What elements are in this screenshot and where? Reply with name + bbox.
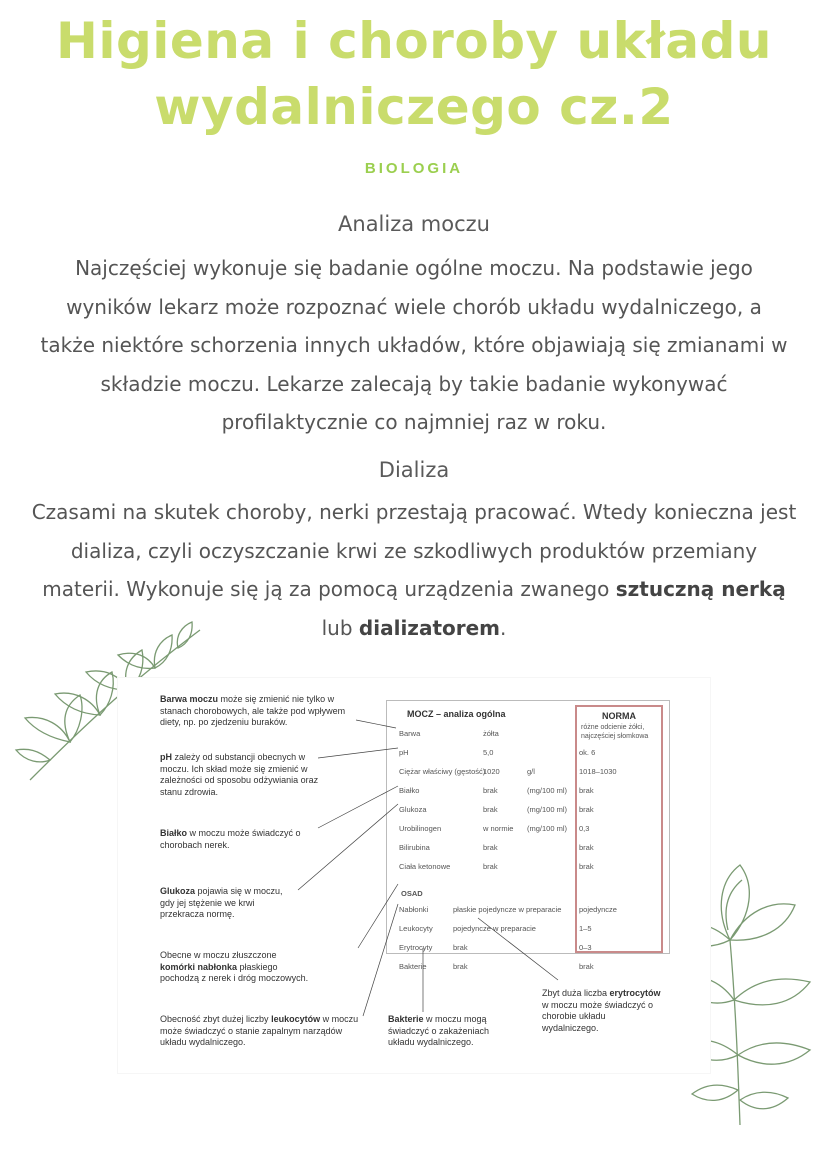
paragraph-line: Czasami na skutek choroby, nerki przestają pracować. Wtedy konieczna jest <box>31 500 797 524</box>
bold-term: dializatorem <box>358 615 501 640</box>
paragraph-text: lub <box>321 615 359 640</box>
sediment-norm: brak <box>579 962 594 971</box>
paragraph-line: Najczęściej wykonuje się badanie ogólne moczu. Na podstawie jego <box>75 256 753 280</box>
row-name: Bilirubina <box>399 843 430 852</box>
sediment-norm: 0–3 <box>579 943 592 952</box>
row-norm: brak <box>579 786 594 795</box>
row-name: Ciężar właściwy (gęstość) <box>399 767 486 776</box>
urine-analysis-figure <box>118 678 710 1073</box>
title-line-1: Higiena i choroby układu <box>55 12 773 70</box>
annotation-text: zależy od substancji obecnych w moczu. Ich skład może się zmienić w zależności od sposobu odżywiania oraz stanu zdrowia. <box>160 752 319 797</box>
row-name: Barwa <box>399 729 421 738</box>
row-name: pH <box>399 748 409 757</box>
paragraph-line: dializa, czyli oczyszczanie krwi ze szkodliwych produktów przemiany <box>70 538 758 563</box>
annotation-text: płaskiego pochodzą z nerek i dróg moczowych. <box>160 961 309 983</box>
annotation-text: może się zmienić nie tylko w stanach chorobowych, ale także pod wpływem diety, np. po zjedzeniu buraków. <box>160 694 346 727</box>
table-title: MOCZ – analiza ogólna <box>407 709 506 719</box>
page-title <box>0 8 828 140</box>
section-paragraph-analiza <box>0 249 828 442</box>
annotation-text: Zbyt duża liczba <box>542 988 610 998</box>
annotation-text: w moczu może świadczyć o stanie zapalnym narządów układu wydalniczego. <box>160 1014 359 1047</box>
row-norm: brak <box>579 862 594 871</box>
row-value: brak <box>483 862 498 871</box>
bold-term: komórki nabłonka <box>160 961 238 972</box>
sediment-value: brak <box>453 962 468 971</box>
annotation-text: Obecne w moczu złuszczone <box>160 950 277 960</box>
norm-title: NORMA <box>602 711 636 721</box>
bold-term: leukocytów <box>271 1014 321 1024</box>
row-value: brak <box>483 805 498 814</box>
row-name: Białko <box>399 786 420 795</box>
bold-term: Białko <box>160 828 188 838</box>
sediment-title: OSAD <box>401 889 423 898</box>
annotation-text: w moczu mogą świadczyć o zakażeniach układu wydalniczego. <box>388 1014 490 1047</box>
annotation-text: w moczu może świadczyć o chorobach nerek. <box>160 828 301 850</box>
row-value: 5,0 <box>483 748 494 757</box>
sediment-norm: 1–5 <box>579 924 592 933</box>
row-value: w normie <box>483 824 514 833</box>
row-norm: brak <box>579 843 594 852</box>
subject-label: BIOLOGIA <box>364 160 464 177</box>
paragraph-line: także niektóre schorzenia innych układów, które objawiają się zmianami w <box>40 333 788 357</box>
section-heading-analiza: Analiza moczu <box>338 212 490 236</box>
sediment-value: płaskie pojedyncze w preparacie <box>453 905 562 914</box>
bold-term: pH <box>160 752 172 762</box>
row-norm: 1018–1030 <box>579 767 617 776</box>
sediment-name: Nabłonki <box>399 905 429 914</box>
row-name: Ciała ketonowe <box>399 862 451 871</box>
row-value: żółta <box>483 729 499 738</box>
connector-lines <box>118 678 710 1073</box>
paragraph-text: materii. Wykonuje się ją za pomocą urządzenia zwanego <box>42 577 616 601</box>
norm-subtitle: różne odcienie żółci, najczęściej słomkowa <box>581 724 649 740</box>
sediment-value: pojedyncze w preparacie <box>453 924 536 933</box>
bold-term: Barwa moczu <box>160 694 219 704</box>
row-name: Urobilinogen <box>399 824 442 833</box>
row-value: 1020 <box>483 767 500 776</box>
section-heading-dializa: Dializa <box>378 458 450 482</box>
annotation-text: Obecność zbyt dużej liczby <box>160 1014 272 1024</box>
sediment-norm: pojedyncze <box>579 905 617 914</box>
paragraph-line: składzie moczu. Lekarze zalecają by takie badanie wykonywać <box>100 371 728 396</box>
sediment-name: Bakterie <box>399 962 427 971</box>
row-name: Glukoza <box>399 805 427 814</box>
row-norm: 0,3 <box>579 824 590 833</box>
row-unit: (mg/100 ml) <box>527 786 568 795</box>
paragraph-line <box>0 570 828 609</box>
sediment-name: Erytrocyty <box>399 943 433 952</box>
bold-term: sztuczną nerką <box>615 577 786 601</box>
title-line-2: wydalniczego cz.2 <box>154 78 674 136</box>
bold-term: Glukoza <box>160 886 196 896</box>
row-unit: (mg/100 ml) <box>527 805 568 814</box>
paragraph-line: wyników lekarz może rozpoznać wiele chorób układu wydalniczego, a <box>66 294 762 319</box>
row-value: brak <box>483 786 498 795</box>
paragraph-text: . <box>500 615 507 640</box>
row-norm: ok. 6 <box>579 748 596 757</box>
row-unit: g/l <box>527 767 535 776</box>
row-value: brak <box>483 843 498 852</box>
paragraph-line: profilaktycznie co najmniej raz w roku. <box>221 410 607 434</box>
annotation-text: pojawia się w moczu, gdy jej stężenie we krwi przekracza normę. <box>160 886 283 919</box>
row-unit: (mg/100 ml) <box>527 824 568 833</box>
bold-term: erytrocytów <box>609 988 661 998</box>
bold-term: Bakterie <box>388 1014 424 1024</box>
annotation-text: w moczu może świadczyć o chorobie układu wydalniczego. <box>542 999 654 1033</box>
sediment-name: Leukocyty <box>399 924 433 933</box>
row-norm: brak <box>579 805 594 814</box>
sediment-value: brak <box>453 943 468 952</box>
